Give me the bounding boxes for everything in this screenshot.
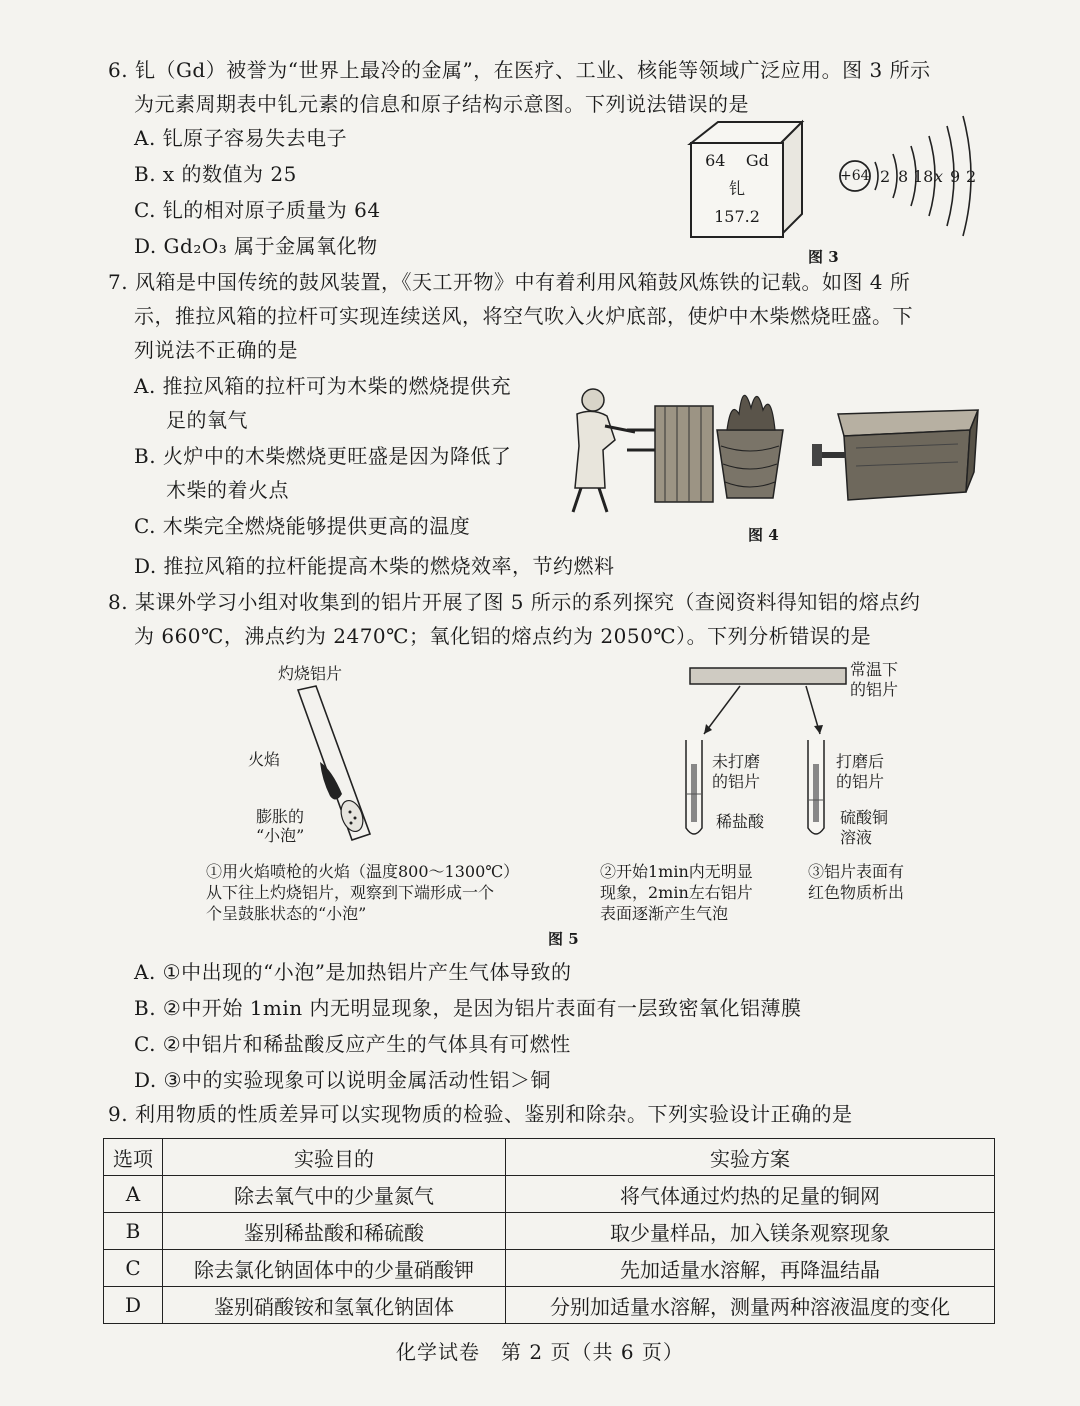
label-expanded-bubble-line1: 膨胀的 — [256, 807, 305, 826]
q7-stem-line2: 示，推拉风箱的拉杆可实现连续送风，将空气吹入火炉底部，使炉中木柴燃烧旺盛。下 — [134, 304, 913, 328]
exp3-desc-line1: ③铝片表面有 — [808, 862, 905, 881]
table-cell-purpose: 除去氯化钠固体中的少量硝酸钾 — [163, 1250, 506, 1287]
exp2-desc-line3: 表面逐渐产生气泡 — [600, 904, 729, 923]
label-burning-al: 灼烧铝片 — [278, 664, 343, 683]
label-polished-line1: 打磨后 — [836, 752, 885, 771]
element-number: 64 — [705, 151, 726, 170]
table-cell-plan: 将气体通过灼热的足量的铜网 — [506, 1176, 995, 1213]
table-row — [104, 1176, 995, 1213]
bellows-box-illustration — [808, 400, 983, 510]
q6-option-a: A. 钆原子容易失去电子 — [134, 126, 348, 150]
q9-table — [103, 1138, 995, 1324]
q6-option-d: D. Gd₂O₃ 属于金属氧化物 — [134, 234, 378, 258]
table-row — [104, 1213, 995, 1250]
table-cell-purpose: 除去氧气中的少量氮气 — [163, 1176, 506, 1213]
q7-option-c: C. 木柴完全燃烧能够提供更高的温度 — [134, 514, 471, 538]
q6-option-b: B. x 的数值为 25 — [134, 162, 297, 186]
element-number-symbol — [692, 150, 782, 172]
q7-stem-line3: 列说法不正确的是 — [134, 338, 298, 362]
q7-option-d: D. 推拉风箱的拉杆能提高木柴的燃烧效率，节约燃料 — [134, 554, 615, 578]
table-row — [104, 1287, 995, 1324]
q8-option-c: C. ②中铝片和稀盐酸反应产生的气体具有可燃性 — [134, 1032, 571, 1056]
q7-option-b-line1: B. 火炉中的木柴燃烧更旺盛是因为降低了 — [134, 444, 512, 468]
table-cell-purpose: 鉴别稀盐酸和稀硫酸 — [163, 1213, 506, 1250]
exp3-desc-line2: 红色物质析出 — [808, 883, 905, 902]
atom-shell-4: x — [934, 167, 944, 186]
q8-stem-line1: 8. 某课外学习小组对收集到的铝片开展了图 5 所示的系列探究（查阅资料得知铝的熔点约 — [108, 590, 921, 614]
exp1-desc-line2: 从下往上灼烧铝片，观察到下端形成一个 — [206, 883, 495, 902]
atom-shell-2: 8 — [898, 167, 909, 186]
q8-stem-line2: 为 660℃，沸点约为 2470℃；氧化铝的熔点约为 2050℃）。下列分析错误的是 — [134, 624, 872, 648]
table-cell-option: C — [104, 1250, 163, 1287]
table-cell-plan: 先加适量水溶解，再降温结晶 — [506, 1250, 995, 1287]
element-mass: 157.2 — [714, 207, 760, 226]
table-header-row — [104, 1139, 995, 1176]
bellows-person-illustration — [555, 370, 805, 520]
label-room-temp-al-line2: 的铝片 — [850, 680, 899, 699]
label-dilute-hcl: 稀盐酸 — [716, 812, 765, 831]
table-row — [104, 1250, 995, 1287]
label-polished-line2: 的铝片 — [836, 772, 885, 791]
atom-shell-3: 18 — [913, 167, 934, 186]
q8-option-d: D. ③中的实验现象可以说明金属活动性铝＞铜 — [134, 1068, 551, 1092]
q8-option-a: A. ①中出现的“小泡”是加热铝片产生气体导致的 — [134, 960, 572, 984]
table-cell-option: B — [104, 1213, 163, 1250]
figure-4-caption: 图 4 — [748, 526, 779, 544]
exp1-desc-line1: ①用火焰喷枪的火焰（温度800～1300℃） — [206, 862, 520, 881]
atom-shell-5: 9 — [950, 167, 961, 186]
table-header-plan: 实验方案 — [506, 1139, 995, 1176]
q7-option-a-line2: 足的氧气 — [166, 408, 248, 432]
element-box — [690, 142, 784, 238]
label-cuso4-line2: 溶液 — [840, 828, 873, 847]
exp2-desc-line1: ②开始1min内无明显 — [600, 862, 753, 881]
element-name: 钆 — [728, 179, 745, 198]
q6-option-c: C. 钆的相对原子质量为 64 — [134, 198, 381, 222]
element-symbol: Gd — [745, 151, 769, 170]
page-footer: 化学试卷 第 2 页（共 6 页） — [396, 1340, 684, 1364]
exp2-desc-line2: 现象，2min左右铝片 — [600, 883, 753, 902]
table-cell-purpose: 鉴别硝酸铵和氢氧化钠固体 — [163, 1287, 506, 1324]
table-header-purpose: 实验目的 — [163, 1139, 506, 1176]
figure-5-caption: 图 5 — [548, 930, 579, 948]
atom-shell-1: 2 — [880, 167, 891, 186]
label-expanded-bubble-line2: “小泡” — [256, 826, 305, 845]
label-flame: 火焰 — [248, 750, 281, 769]
label-room-temp-al-line1: 常温下 — [850, 660, 899, 679]
atom-nucleus: +64 — [840, 168, 870, 184]
q6-stem-line1: 6. 钆（Gd）被誉为“世界上最冷的金属”，在医疗、工业、核能等领域广泛应用。图 3 所示 — [108, 58, 931, 82]
table-cell-plan: 取少量样品，加入镁条观察现象 — [506, 1213, 995, 1250]
q6-stem-line2: 为元素周期表中钆元素的信息和原子结构示意图。下列说法错误的是 — [134, 92, 749, 116]
label-cuso4-line1: 硫酸铜 — [840, 808, 889, 827]
q7-option-a-line1: A. 推拉风箱的拉杆可为木柴的燃烧提供充 — [134, 374, 512, 398]
label-unpolished-line2: 的铝片 — [712, 772, 761, 791]
label-unpolished-line1: 未打磨 — [712, 752, 761, 771]
q8-option-b: B. ②中开始 1min 内无明显现象，是因为铝片表面有一层致密氧化铝薄膜 — [134, 996, 802, 1020]
atom-shell-6: 2 — [966, 167, 977, 186]
table-cell-option: D — [104, 1287, 163, 1324]
exp1-desc-line3: 个呈鼓胀状态的“小泡” — [206, 904, 367, 923]
figure-3-caption: 图 3 — [808, 248, 839, 266]
q9-stem: 9. 利用物质的性质差异可以实现物质的检验、鉴别和除杂。下列实验设计正确的是 — [108, 1102, 853, 1126]
table-cell-option: A — [104, 1176, 163, 1213]
q7-option-b-line2: 木柴的着火点 — [166, 478, 289, 502]
test-tubes-diagram — [680, 664, 860, 844]
table-header-option: 选项 — [104, 1139, 163, 1176]
table-cell-plan: 分别加适量水溶解，测量两种溶液温度的变化 — [506, 1287, 995, 1324]
q7-stem-line1: 7. 风箱是中国传统的鼓风装置，《天工开物》中有着利用风箱鼓风炼铁的记载。如图 4 所 — [108, 270, 911, 294]
